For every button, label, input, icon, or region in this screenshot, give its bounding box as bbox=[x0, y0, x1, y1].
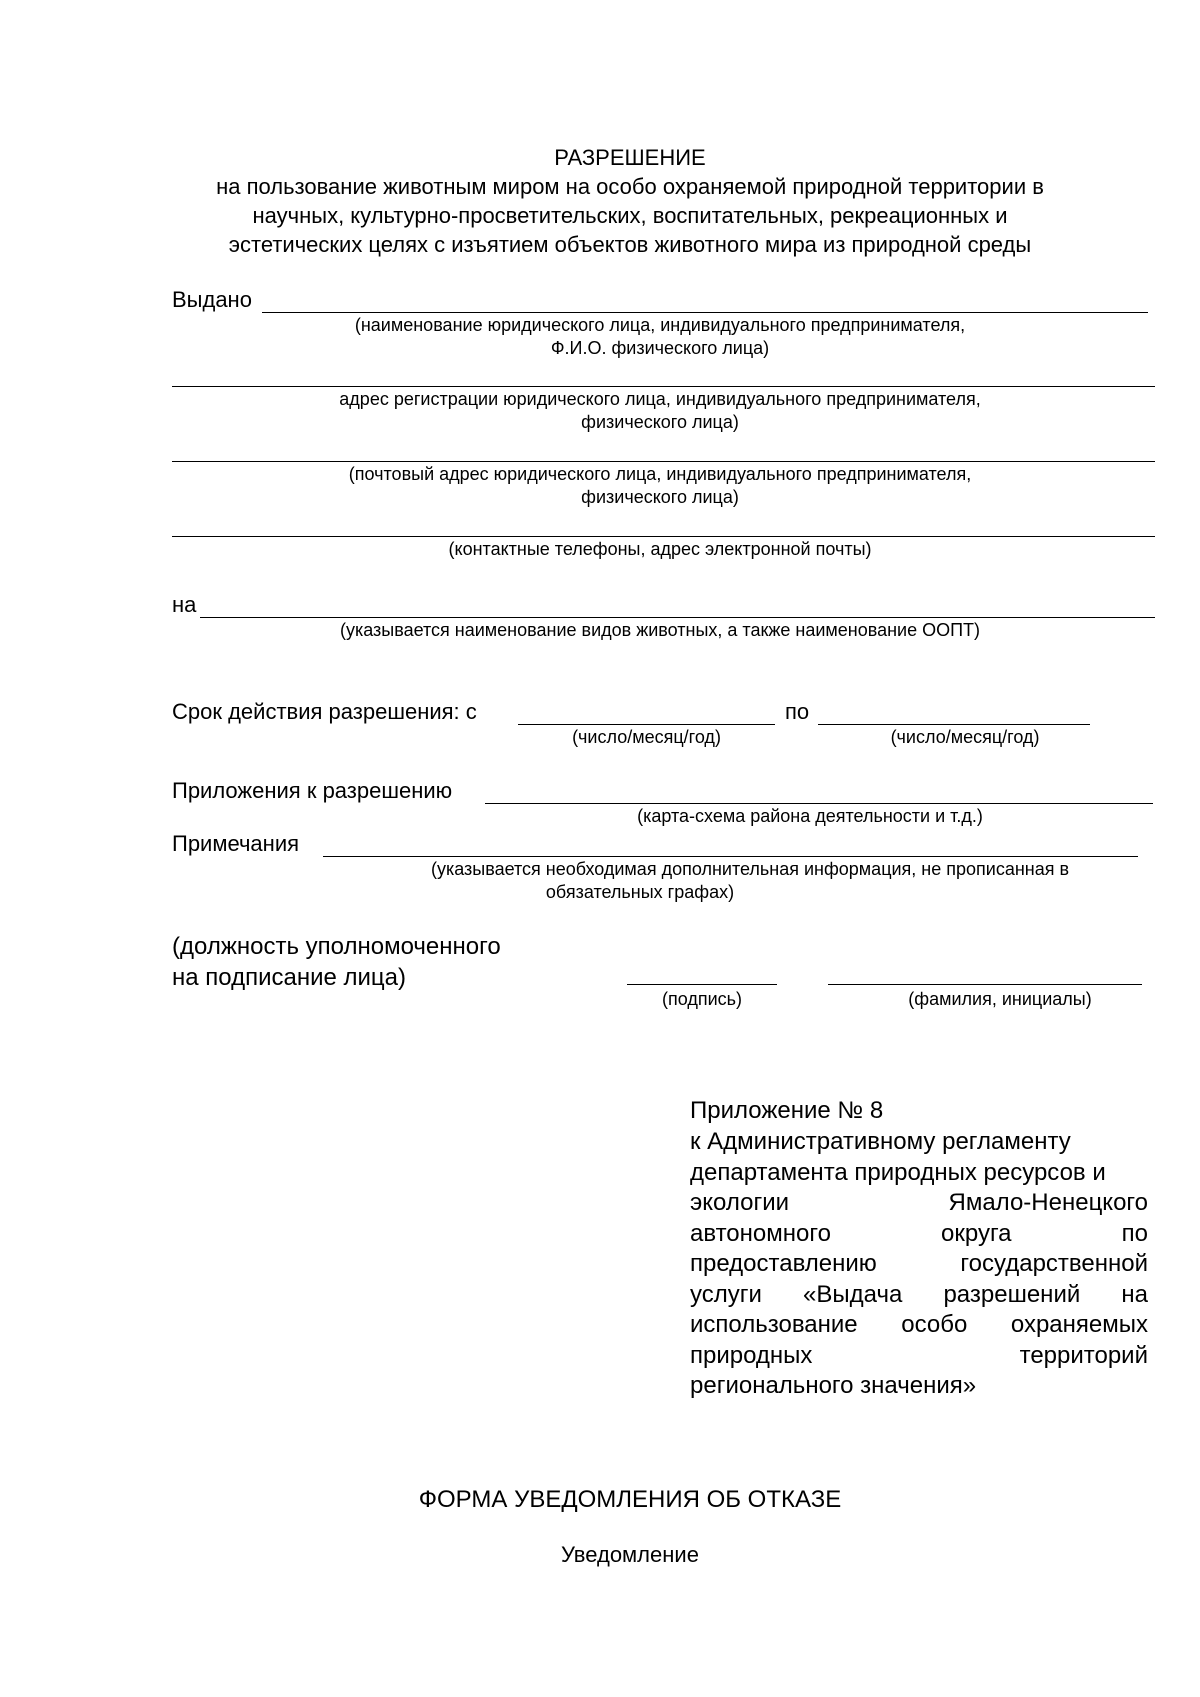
validity-to-field-line[interactable] bbox=[818, 724, 1090, 725]
issued-hint-line-1: (наименование юридического лица, индивидуального предпринимателя, bbox=[354, 315, 966, 335]
permit-title: РАЗРЕШЕНИЕ bbox=[554, 145, 706, 170]
for-label: на bbox=[172, 592, 197, 617]
notes-hint-line-1: (указывается необходимая дополнительная информация, не прописанная в bbox=[430, 859, 1070, 879]
issued-field-line[interactable] bbox=[262, 312, 1148, 313]
appendix-line-1: к Административному регламенту bbox=[690, 1128, 1071, 1155]
attachments-hint: (карта-схема района деятельности и т.д.) bbox=[637, 806, 983, 826]
validity-label: Срок действия разрешения: с bbox=[172, 699, 477, 724]
appendix-line-2: департамента природных ресурсов и bbox=[690, 1158, 1106, 1186]
attachments-label: Приложения к разрешению bbox=[172, 778, 453, 803]
issued-hint-line-2: Ф.И.О. физического лица) bbox=[550, 338, 770, 358]
permit-subtitle-line-2: научных, культурно-просветительских, воспитательных, рекреационных и bbox=[252, 203, 1008, 228]
appendix-line-4: автономного округа по bbox=[690, 1219, 1148, 1247]
contacts-hint: (контактные телефоны, адрес электронной почты) bbox=[448, 539, 872, 559]
issued-label: Выдано bbox=[172, 287, 252, 312]
refusal-notice-title: Уведомление bbox=[561, 1542, 699, 1567]
validity-from-field-line[interactable] bbox=[518, 724, 775, 725]
postal-hint-line-1: (почтовый адрес юридического лица, индивидуального предпринимателя, bbox=[348, 464, 972, 484]
date-hint-to: (число/месяц/год) bbox=[890, 727, 1040, 747]
name-field-line[interactable] bbox=[828, 984, 1142, 985]
name-hint: (фамилия, инициалы) bbox=[908, 989, 1092, 1009]
postal-address-field-line[interactable] bbox=[172, 461, 1155, 462]
contacts-field-line[interactable] bbox=[172, 536, 1155, 537]
postal-hint-line-2: физического лица) bbox=[581, 487, 739, 507]
registration-hint-line-2: физического лица) bbox=[581, 412, 739, 432]
position-line-2: на подписание лица) bbox=[172, 964, 407, 991]
appendix-line-5: предоставлению государственной bbox=[690, 1250, 1148, 1277]
for-field-line[interactable] bbox=[200, 617, 1155, 618]
attachments-field-line[interactable] bbox=[485, 803, 1153, 804]
permit-subtitle-line-1: на пользование животным миром на особо охраняемой природной территории в bbox=[216, 174, 1044, 199]
appendix-line-7: использование особо охраняемых bbox=[690, 1311, 1148, 1338]
refusal-form-title: ФОРМА УВЕДОМЛЕНИЯ ОБ ОТКАЗЕ bbox=[418, 1486, 842, 1513]
registration-address-field-line[interactable] bbox=[172, 386, 1155, 387]
appendix-body bbox=[690, 1126, 1148, 1401]
appendix-line-3: экологии Ямало-Ненецкого bbox=[690, 1189, 1148, 1216]
date-hint-from: (число/месяц/год) bbox=[572, 727, 721, 747]
for-hint: (указывается наименование видов животных, а также наименование ООПТ) bbox=[339, 620, 981, 640]
position-line-1: (должность уполномоченного bbox=[172, 933, 501, 960]
registration-hint-line-1: адрес регистрации юридического лица, индивидуального предпринимателя, bbox=[339, 389, 981, 409]
notes-label: Примечания bbox=[172, 831, 300, 856]
signature-field-line[interactable] bbox=[627, 984, 777, 985]
notes-hint-line-2: обязательных графах) bbox=[545, 882, 735, 902]
appendix-line-6: услуги «Выдача разрешений на bbox=[690, 1280, 1148, 1308]
signature-hint: (подпись) bbox=[661, 989, 743, 1009]
notes-field-line[interactable] bbox=[323, 856, 1138, 857]
appendix-title: Приложение № 8 bbox=[690, 1097, 884, 1124]
validity-to-label: по bbox=[785, 699, 810, 724]
appendix-line-9: регионального значения» bbox=[690, 1372, 977, 1399]
permit-subtitle-line-3: эстетических целях с изъятием объектов животного мира из природной среды bbox=[228, 232, 1032, 257]
appendix-line-8: природных территорий bbox=[690, 1341, 1148, 1369]
